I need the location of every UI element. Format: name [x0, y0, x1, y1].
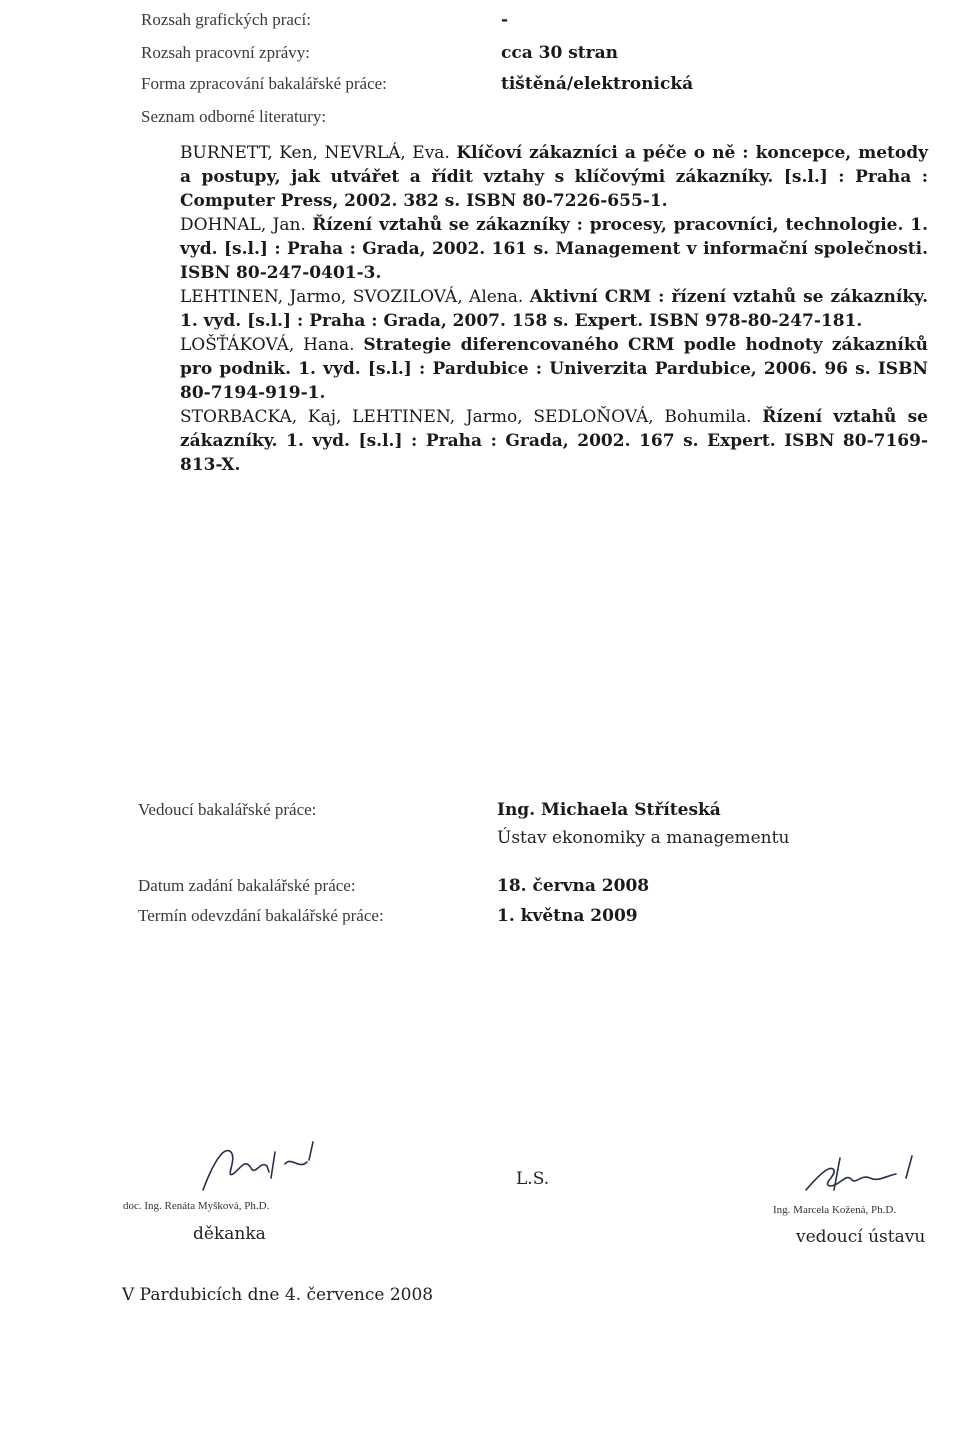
graphic-scope-label: Rozsah grafických prací:: [141, 10, 311, 29]
report-scope-value: cca 30 stran: [501, 43, 618, 63]
place-date: V Pardubicích dne 4. července 2008: [122, 1285, 434, 1305]
head-signature: [800, 1150, 925, 1200]
dean-name: doc. Ing. Renáta Myšková, Ph.D.: [123, 1200, 270, 1212]
seal-mark: L.S.: [516, 1169, 550, 1189]
bib-entry: STORBACKA, Kaj, LEHTINEN, Jarmo, SEDLOŇOVÁ, Bohumila. Řízení vztahů se zákazníky. 1. vyd. [s.l.] : Praha : Grada, 2002. 167 s. Expert. ISBN 80-7169-813-X.: [180, 407, 928, 475]
bib-entry: BURNETT, Ken, NEVRLÁ, Eva. Klíčoví zákazníci a péče o ně : koncepce, metody a postupy, jak utvářet a řídit vztahy s klíčovými zákazníky. [s.l.] : Praha : Computer Press, 2002. 382 s. ISBN 80-7226-655-1.: [180, 143, 928, 211]
literature-label: Seznam odborné literatury:: [141, 107, 327, 126]
head-name: Ing. Marcela Kožená, Ph.D.: [773, 1204, 897, 1216]
thesis-form-value: tištěná/elektronická: [501, 74, 694, 94]
bib-entry: LOŠŤÁKOVÁ, Hana. Strategie diferencovaného CRM podle hodnoty zákazníků pro podnik. 1. vyd. [s.l.] : Pardubice : Univerzita Pardubice, 2006. 96 s. ISBN 80-7194-919-1.: [180, 335, 928, 403]
supervisor-label: Vedoucí bakalářské práce:: [138, 800, 317, 819]
bibliography-list: [180, 141, 928, 477]
supervisor-department: Ústav ekonomiky a managementu: [497, 828, 790, 848]
supervisor-name: Ing. Michaela Stříteská: [497, 800, 721, 820]
assignment-date-label: Datum zadání bakalářské práce:: [138, 876, 356, 895]
assignment-date-value: 18. června 2008: [497, 876, 650, 896]
dean-signature: [195, 1138, 325, 1198]
head-role: vedoucí ústavu: [796, 1227, 926, 1247]
deadline-label: Termín odevzdání bakalářské práce:: [138, 906, 384, 925]
thesis-form-label: Forma zpracování bakalářské práce:: [141, 74, 387, 93]
dean-role: děkanka: [193, 1224, 266, 1244]
bib-entry: LEHTINEN, Jarmo, SVOZILOVÁ, Alena. Aktivní CRM : řízení vztahů se zákazníky. 1. vyd. [s.l.] : Praha : Grada, 2007. 158 s. Expert. ISBN 978-80-247-181.: [180, 287, 929, 331]
report-scope-label: Rozsah pracovní zprávy:: [141, 43, 310, 62]
graphic-scope-value: -: [501, 10, 509, 30]
bib-entry: DOHNAL, Jan. Řízení vztahů se zákazníky : procesy, pracovníci, technologie. 1. vyd. [s.l.] : Praha : Grada, 2002. 161 s. Management v informační společnosti. ISBN 80-247-0401-3.: [180, 215, 928, 283]
deadline-value: 1. května 2009: [497, 906, 638, 926]
